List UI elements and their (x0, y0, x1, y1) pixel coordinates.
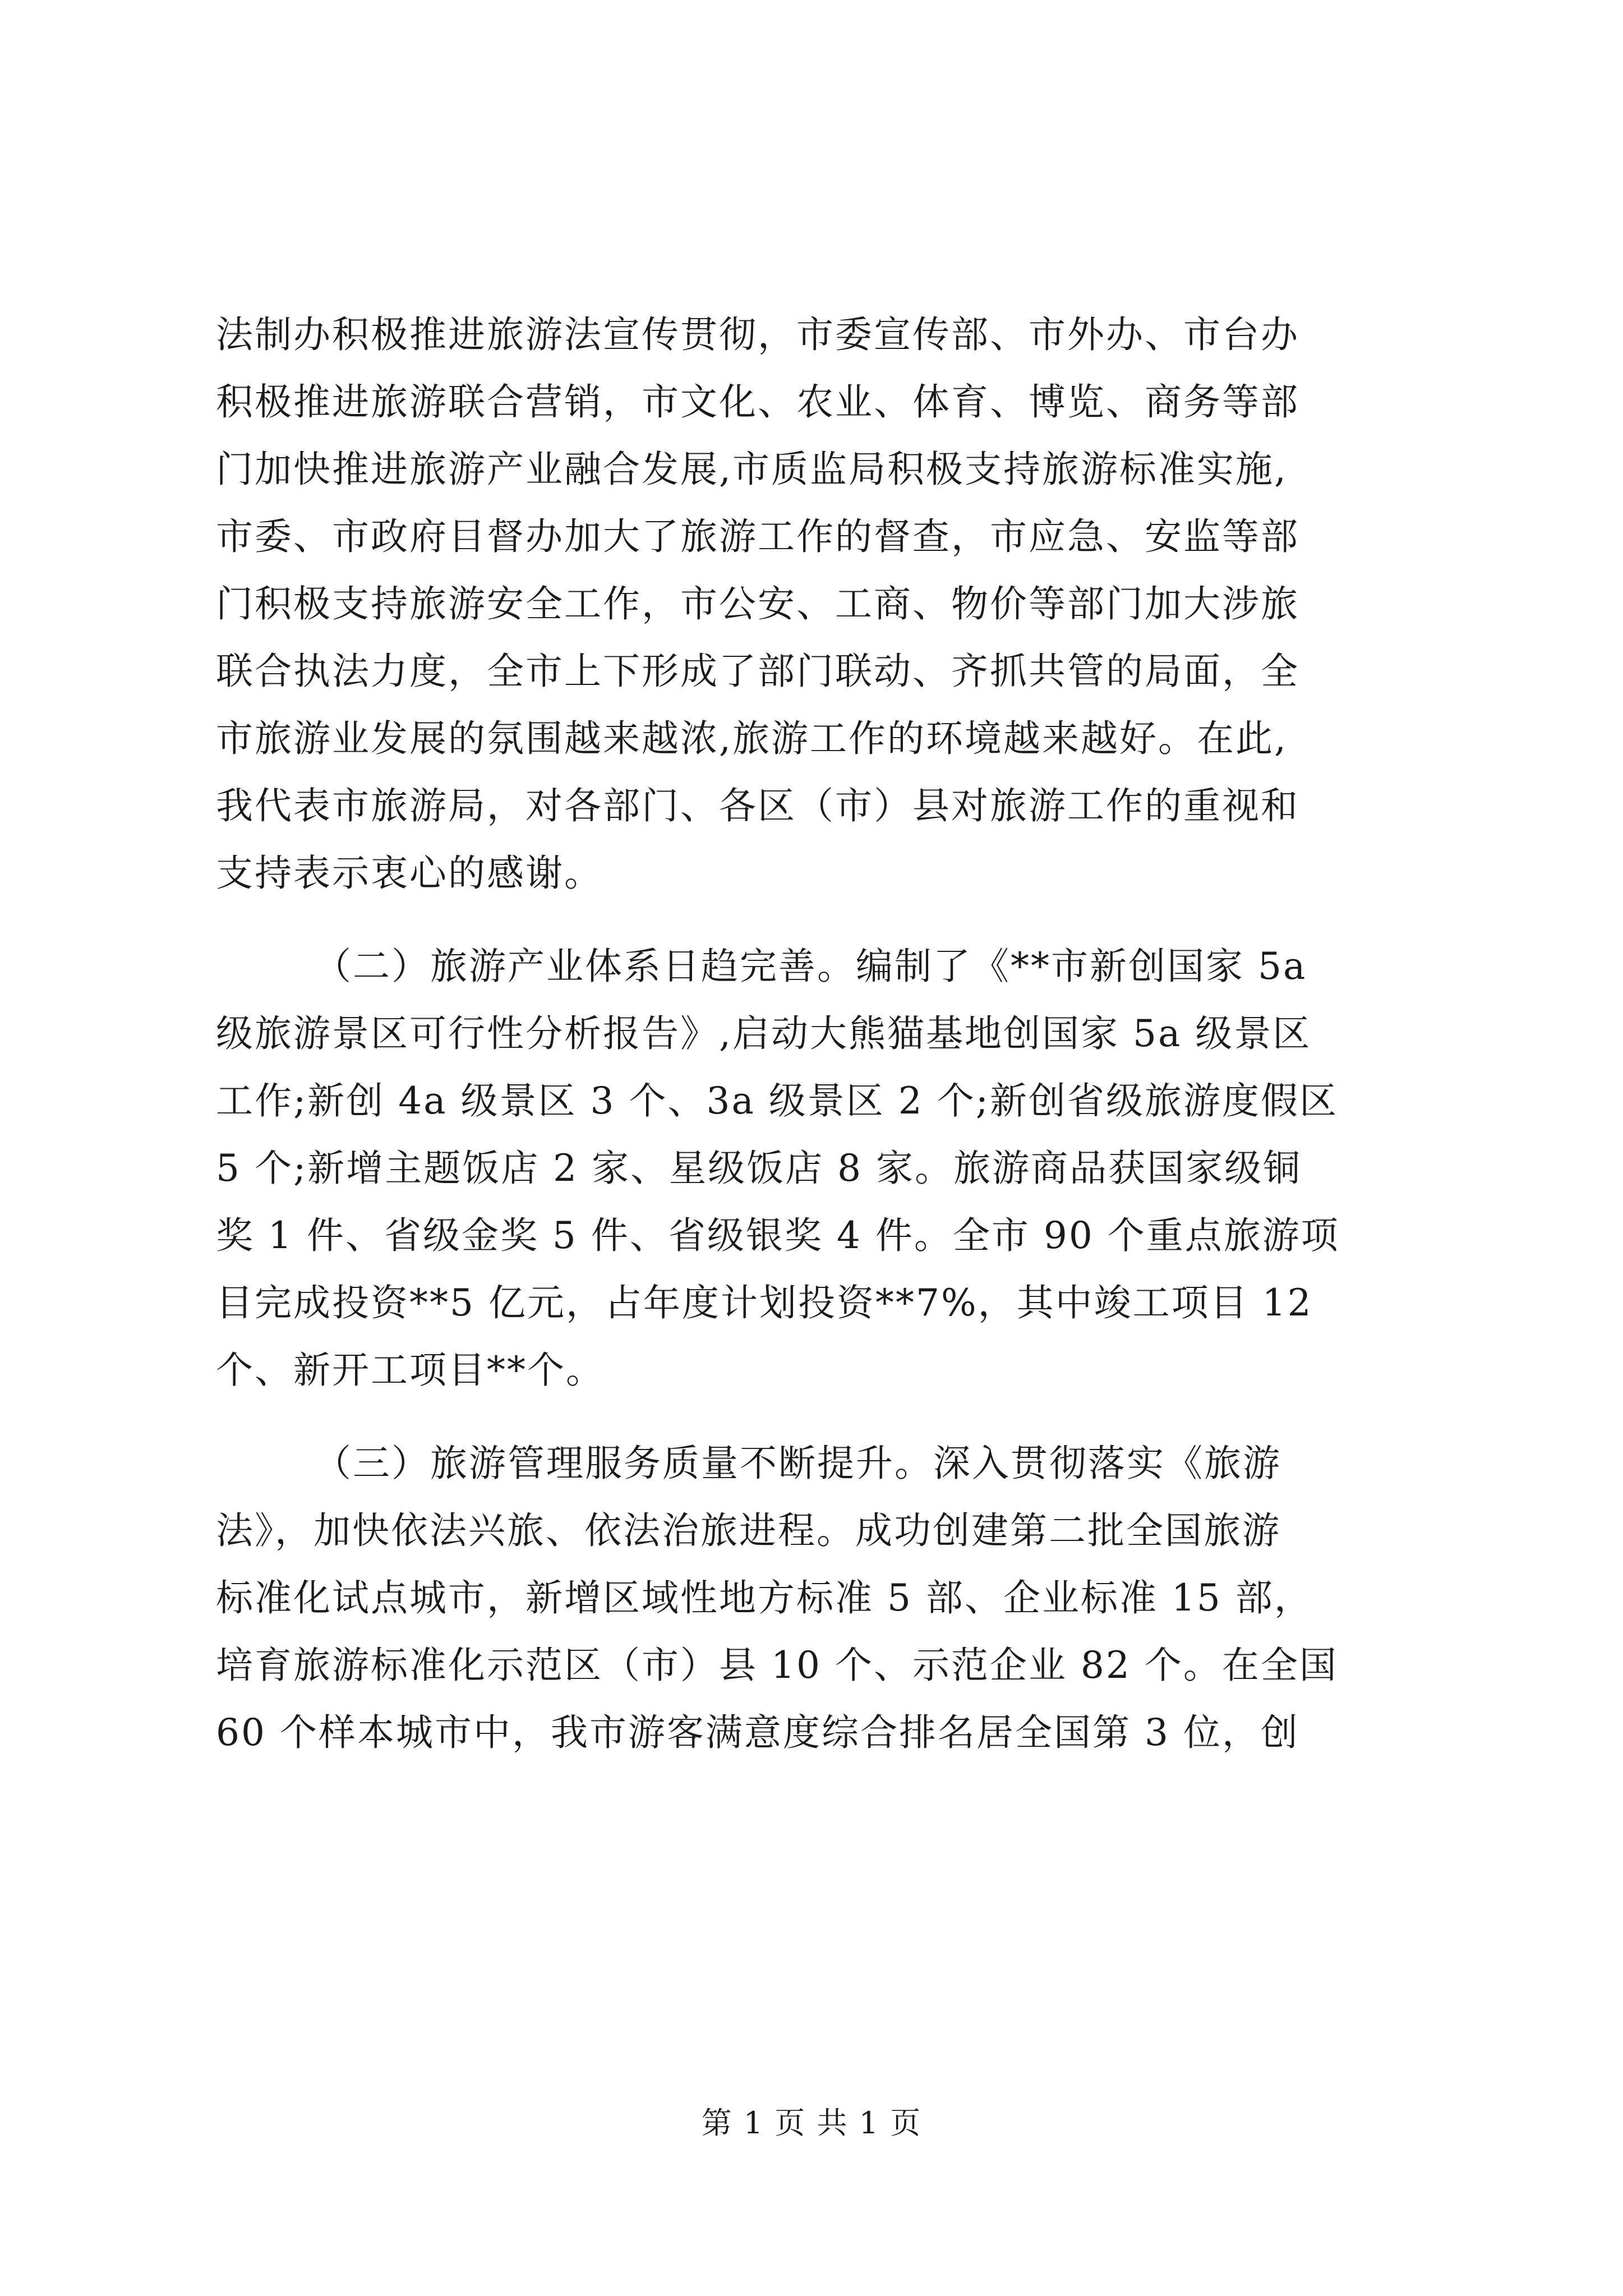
paragraph-line: 标准化试点城市，新增区域性地方标准 5 部、企业标准 15 部， (216, 1576, 1313, 1619)
paragraph-line: 法》，加快依法兴旅、依法治旅进程。成功创建第二批全国旅游 (216, 1509, 1281, 1552)
paragraph-line: 市委、市政府目督办加大了旅游工作的督查，市应急、安监等部 (216, 515, 1299, 558)
paragraph-line: 门加快推进旅游产业融合发展,市质监局积极支持旅游标准实施, (216, 448, 1288, 491)
paragraph-line: 奖 1 件、省级金奖 5 件、省级银奖 4 件。全市 90 个重点旅游项 (216, 1214, 1340, 1257)
paragraph-line: 我代表市旅游局，对各部门、各区（市）县对旅游工作的重视和 (216, 784, 1299, 827)
paragraph-line: 积极推进旅游联合营销，市文化、农业、体育、博览、商务等部 (216, 380, 1299, 424)
paragraph-line: 市旅游业发展的氛围越来越浓,旅游工作的环境越来越好。在此, (216, 717, 1288, 760)
paragraph-line: 工作;新创 4a 级景区 3 个、3a 级景区 2 个;新创省级旅游度假区 (216, 1079, 1338, 1122)
section-heading-line: （三）旅游管理服务质量不断提升。深入贯彻落实《旅游 (314, 1442, 1281, 1485)
paragraph-line: 60 个样本城市中，我市游客满意度综合排名居全国第 3 位，创 (216, 1711, 1299, 1754)
paragraph-line: 5 个;新增主题饭店 2 家、星级饭店 8 家。旅游商品获国家级铜 (216, 1147, 1302, 1190)
paragraph-line: 门积极支持旅游安全工作，市公安、工商、物价等部门加大涉旅 (216, 582, 1299, 625)
paragraph-line: 级旅游景区可行性分析报告》,启动大熊猫基地创国家 5a 级景区 (216, 1012, 1312, 1055)
paragraph-line: 联合执法力度，全市上下形成了部门联动、齐抓共管的局面，全 (216, 650, 1299, 693)
paragraph-line: 法制办积极推进旅游法宣传贯彻，市委宣传部、市外办、市台办 (216, 313, 1299, 356)
page-number-footer: 第 1 页 共 1 页 (701, 2105, 922, 2141)
paragraph-line: 目完成投资**5 亿元，占年度计划投资**7%，其中竣工项目 12 (216, 1281, 1313, 1324)
paragraph-line: 个、新开工项目**个。 (216, 1349, 605, 1392)
paragraph-line: 培育旅游标准化示范区（市）县 10 个、示范企业 82 个。在全国 (216, 1644, 1338, 1687)
section-heading-line: （二）旅游产业体系日趋完善。编制了《**市新创国家 5a (314, 945, 1307, 988)
paragraph-line: 支持表示衷心的感谢。 (216, 852, 603, 895)
